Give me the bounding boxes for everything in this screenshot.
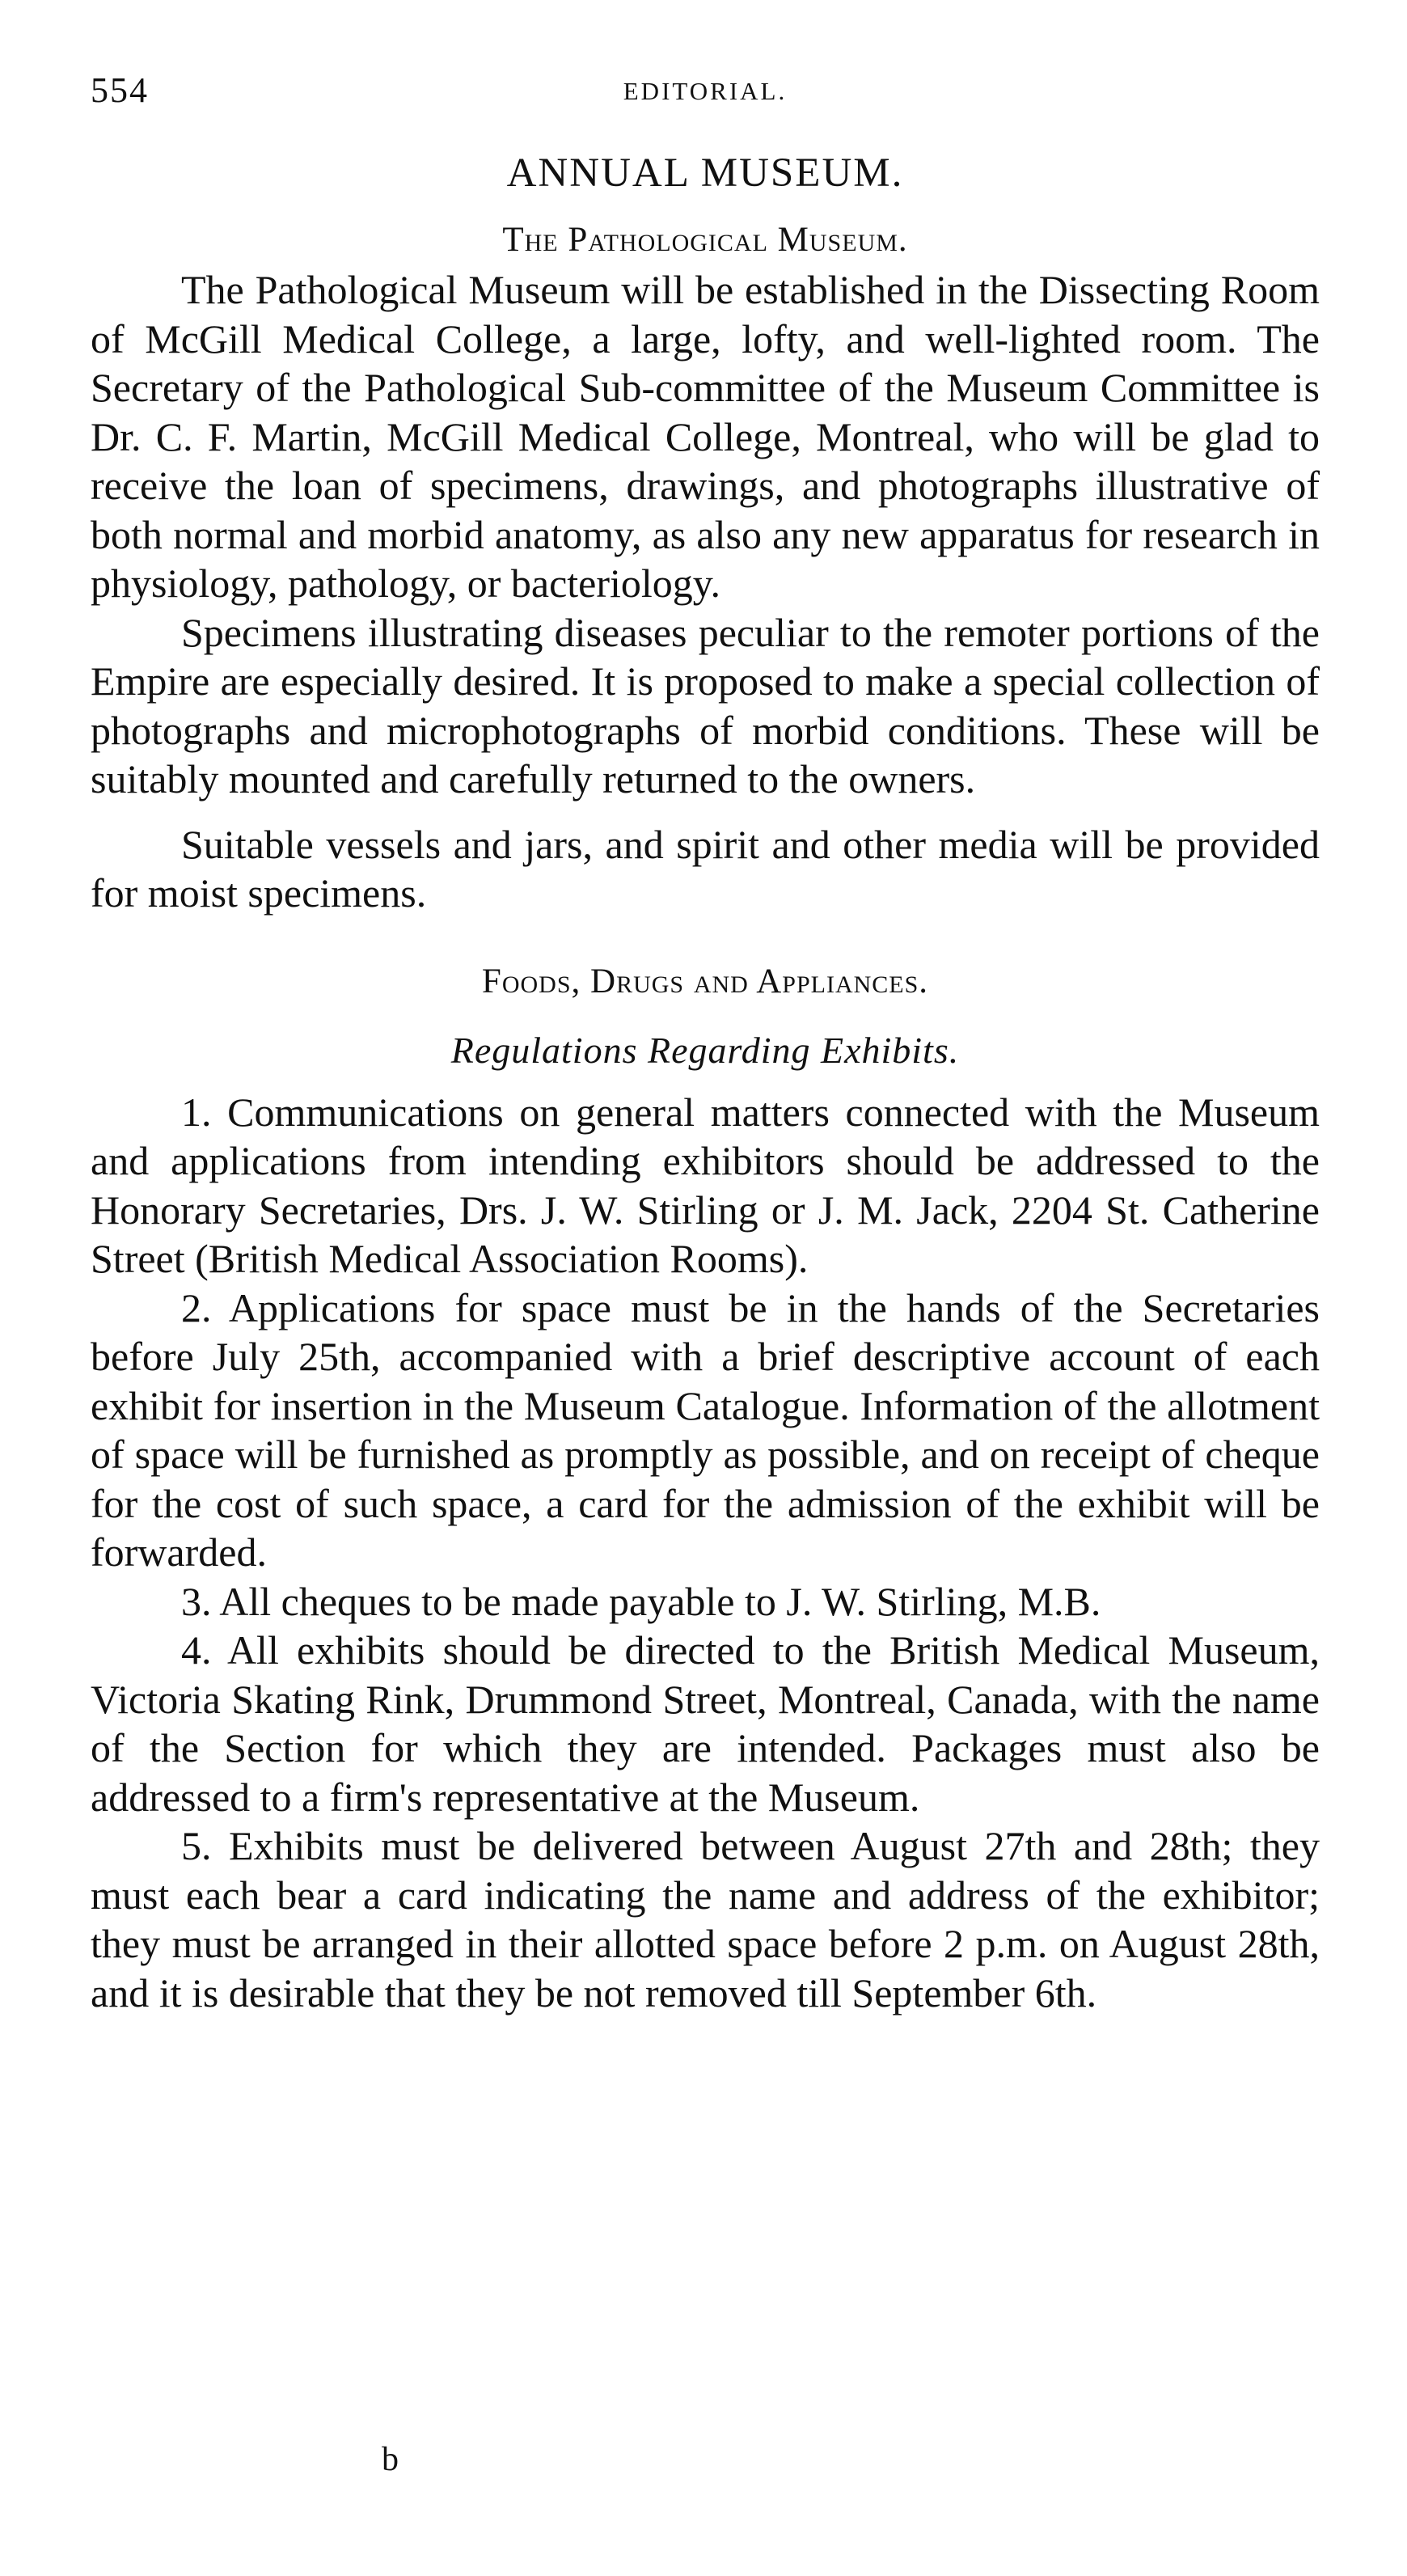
running-head: EDITORIAL. xyxy=(623,77,788,105)
pathological-paragraph-3: Suitable vessels and jars, and spirit and other media will be provided for moist specimens. xyxy=(91,821,1320,916)
pathological-paragraph-1: The Pathological Museum will be established in the Dissecting Room of McGill Medical College, a large, lofty, and well-lighted room. The Secretary of the Pathological Sub-committee of the Museum Committee is Dr. C. F. Martin, McGill Medical College, Montreal, who will be glad to receive the loan of specimens, drawings, and photographs illustrative of both normal and morbid anatomy, as also any new apparatus for research in physiology, pathology, or bacteriology. xyxy=(91,267,1320,606)
section-heading-pathological-museum: The Pathological Museum. xyxy=(502,221,908,259)
page-content xyxy=(91,147,1320,2017)
regulations-subheading: Regulations Regarding Exhibits. xyxy=(450,1029,960,1071)
regulation-item-4: 4. All exhibits should be directed to the British Medical Museum, Victoria Skating Rink, Drummond Street, Montreal, Canada, with the name of the Section for which they are intended. Packages must also be addressed to a firm's representative at the Museum. xyxy=(91,1627,1320,1820)
section-heading-foods-drugs-appliances: Foods, Drugs and Appliances. xyxy=(481,962,929,1000)
page-header xyxy=(91,66,1320,123)
regulation-item-2: 2. Applications for space must be in the hands of the Secretaries before July 25th, accompanied with a brief descriptive account of each exhibit for insertion in the Museum Catalogue. Information of the allotment of space will be furnished as promptly as possible, and on receipt of cheque for the cost of such space, a card for the admission of the exhibit will be forwarded. xyxy=(91,1284,1320,1575)
regulation-item-5: 5. Exhibits must be delivered between August 27th and 28th; they must each bear a card indicating the name and address of the exhibitor; they must be arranged in their allotted space before 2 p.m. on August 28th, and it is desirable that they be not removed till September 6th. xyxy=(91,1823,1320,2016)
regulation-item-3: 3. All cheques to be made payable to J. W. Stirling, M.B. xyxy=(181,1578,1101,1624)
article-title: ANNUAL MUSEUM. xyxy=(506,150,904,196)
signature-mark: b xyxy=(382,2441,399,2478)
regulation-item-1: 1. Communications on general matters connected with the Museum and applications from intending exhibitors should be addressed to the Honorary Secretaries, Drs. J. W. Stirling or J. M. Jack, 2204 St. Catherine Street (British Medical Association Rooms). xyxy=(91,1089,1320,1281)
page-number: 554 xyxy=(91,70,149,110)
pathological-paragraph-2: Specimens illustrating diseases peculiar to the remoter portions of the Empire are especially desired. It is proposed to make a special collection of photographs and microphotographs of morbid conditions. These will be suitably mounted and carefully returned to the owners. xyxy=(91,609,1320,802)
